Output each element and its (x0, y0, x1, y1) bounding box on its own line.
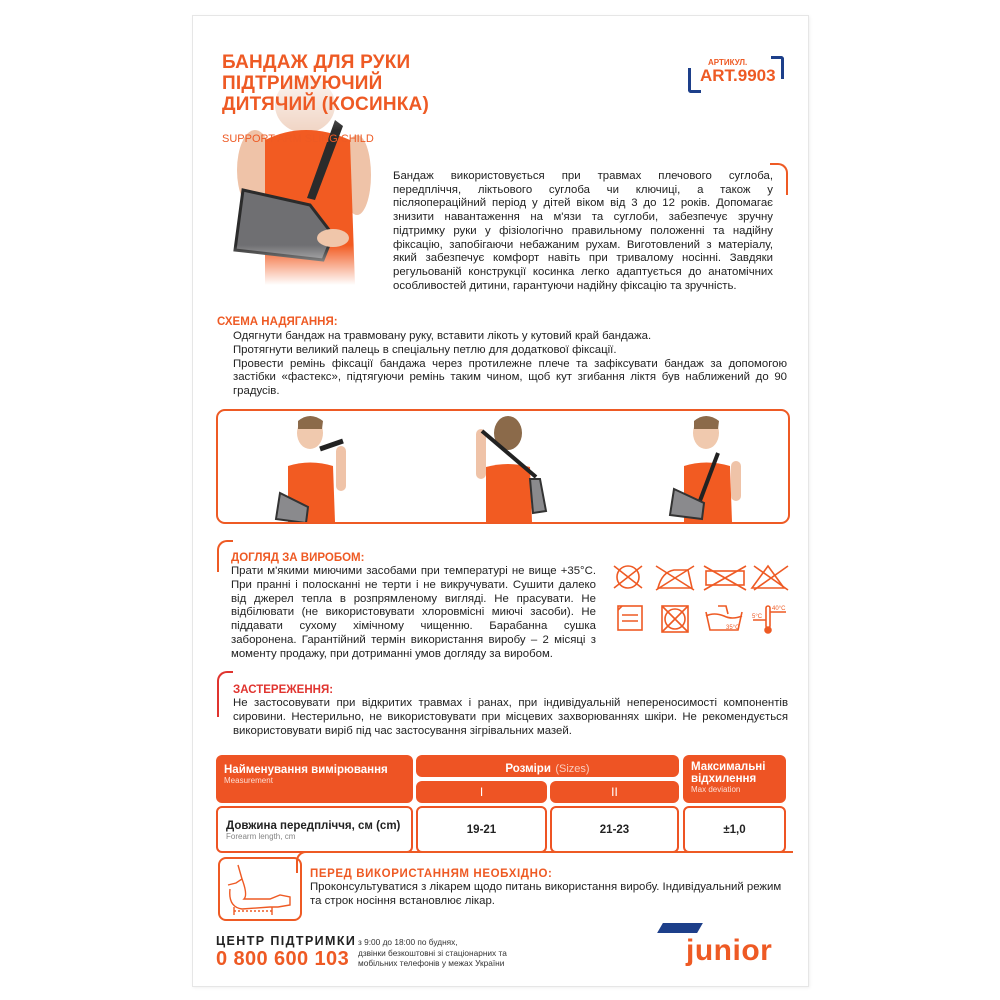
care-title: ДОГЛЯД ЗА ВИРОБОМ: (231, 552, 365, 564)
svg-text:40°C: 40°C (772, 606, 786, 612)
sizes-header-cell (416, 755, 679, 777)
how-to-wear-photos (216, 409, 790, 524)
title-line-2: ПІДТРИМУЮЧИЙ (222, 73, 383, 94)
logo-stripe-icon (657, 923, 703, 933)
size-i-value: 19-21 (416, 806, 547, 853)
step-3: Провести ремінь фіксації бандажа через протилежне плече та зафіксувати бандаж за допомогою застібки «фастекс», підтягуючи ремінь таким чином, щоб кут згибання ліктя був наближений до 90 градусів. (233, 357, 787, 398)
article-badge (688, 56, 784, 92)
deviation-value: ±1,0 (683, 806, 786, 853)
support-hours-line-3: мобільних телефонів у межах України (358, 958, 505, 968)
row-name-cell (216, 806, 413, 853)
row-name: Довжина передпліччя, см (cm) (226, 820, 401, 832)
step-1-photo (276, 416, 346, 522)
step-3-photo (670, 416, 741, 522)
care-symbols (608, 560, 793, 638)
forearm-measure-icon (218, 857, 302, 921)
no-tumble-dry-icon (662, 606, 688, 632)
how-to-wear-title: СХЕМА НАДЯГАННЯ: (217, 316, 338, 328)
junior-logo (650, 920, 790, 980)
sizes-header-en: (Sizes) (555, 763, 590, 775)
product-description: Бандаж використовується при травмах плечового суглоба, передпліччя, ліктьового суглоба чи ключиці, а також у післяопераційний період у дітей віком від 3 до 12 років. Допомагає знизити навантаження на м'язи та суглоби, забезпечує зручну підтримку руки у фізіологічно правильному положенні та надійну фіксацію, запобігаючи небажаним рухам. Виготовлений з матеріалу, який забезпечує комфорт навіть при тривалому носінні. Завдяки регульованій конструкції косинка легко адаптується до анатомічних особливостей дитини, гарантуючи надійну фіксацію та зручність. (393, 170, 773, 292)
support-title: ЦЕНТР ПІДТРИМКИ (216, 934, 357, 948)
before-use-text: Проконсультуватися з лікарем щодо питань використання виробу. Індивідуальний режим та строк носіння встановлює лікар. (310, 881, 782, 907)
deviation-header-cell (683, 755, 786, 803)
article-label: АРТИКУЛ. (708, 58, 748, 67)
step-2: Протягнути великий палець в спеціальну петлю для додаткової фіксації. (233, 343, 617, 356)
support-hours (358, 937, 548, 969)
how-to-wear-steps (217, 330, 787, 399)
logo-wordmark: junior (686, 934, 773, 967)
size-i-header: I (416, 781, 547, 803)
warnings-text: Не застосовувати при відкритих травмах і ранах, при індивідуальній непереносимості компонентів сировини. Нестерильно, не використовувати при місцевих захворюваннях шкіри. Не рекомендується використовувати виріб під час застосування зігрівальних мазей. (233, 697, 788, 737)
warnings-title: ЗАСТЕРЕЖЕННЯ: (233, 684, 334, 696)
care-text: Прати м'якими миючими засобами при температурі не вище +35°С. При пранні і полосканні не терти і не викручувати. Сушити далеко від джерел тепла в розпрямленому вигляді. Не прасувати. Не відбілювати (не використовувати хлоровмісні миючі засоби). Не піддавати сухому хімічному чищенню. Барабанна сушка заборонена. Гарантійний термін використання виробу – 2 місяці з моменту продажу, при дотриманні умов догляду за виробом. (231, 565, 596, 660)
step-1: Одягнути бандаж на травмовану руку, вставити лікоть у кутовий край бандажа. (233, 330, 652, 342)
warnings-bracket-icon (217, 671, 233, 717)
no-bleach-icon (752, 566, 788, 590)
svg-text:35°C: 35°C (726, 625, 740, 631)
storage-temp-icon (752, 606, 786, 633)
product-subtitle: SUPPORT ARM SLING CHILD (222, 133, 374, 145)
how-to-wear-section (217, 316, 787, 399)
measurement-header-en: Measurement (224, 776, 273, 785)
size-ii-header: II (550, 781, 679, 803)
warnings-section (233, 684, 788, 738)
support-phone[interactable]: 0 800 600 103 (216, 948, 350, 970)
deviation-header-en: Max deviation (691, 785, 741, 794)
step-2-photo (476, 416, 546, 522)
flat-dry-icon (618, 606, 642, 630)
no-dry-clean-icon (614, 566, 642, 588)
article-number: ART.9903 (700, 66, 776, 85)
product-title (222, 52, 492, 115)
size-ii-value: 21-23 (550, 806, 679, 853)
support-hours-line-2: дзвінки безкоштовні зі стаціонарних та (358, 947, 507, 958)
no-wring-icon (704, 566, 746, 590)
hand-wash-35-icon (706, 606, 742, 631)
title-line-3: ДИТЯЧИЙ (КОСИНКА) (222, 94, 429, 115)
before-use-title: ПЕРЕД ВИКОРИСТАННЯМ НЕОБХІДНО: (310, 868, 553, 880)
svg-text:5°C: 5°C (752, 614, 763, 620)
measurement-header-cell (216, 755, 413, 803)
measurement-header: Найменування вимірювання (224, 764, 388, 776)
deviation-header: Максимальні відхилення (691, 761, 766, 785)
care-section (231, 552, 596, 662)
no-iron-icon (656, 566, 694, 590)
sizes-header: Розміри (505, 763, 551, 775)
row-name-en: Forearm length, cm (226, 832, 296, 841)
title-line-1: БАНДАЖ ДЛЯ РУКИ (222, 52, 411, 73)
before-use-section (310, 868, 790, 909)
size-table (216, 755, 786, 853)
support-hours-line-1: з 9:00 до 18:00 по буднях, (358, 937, 458, 947)
